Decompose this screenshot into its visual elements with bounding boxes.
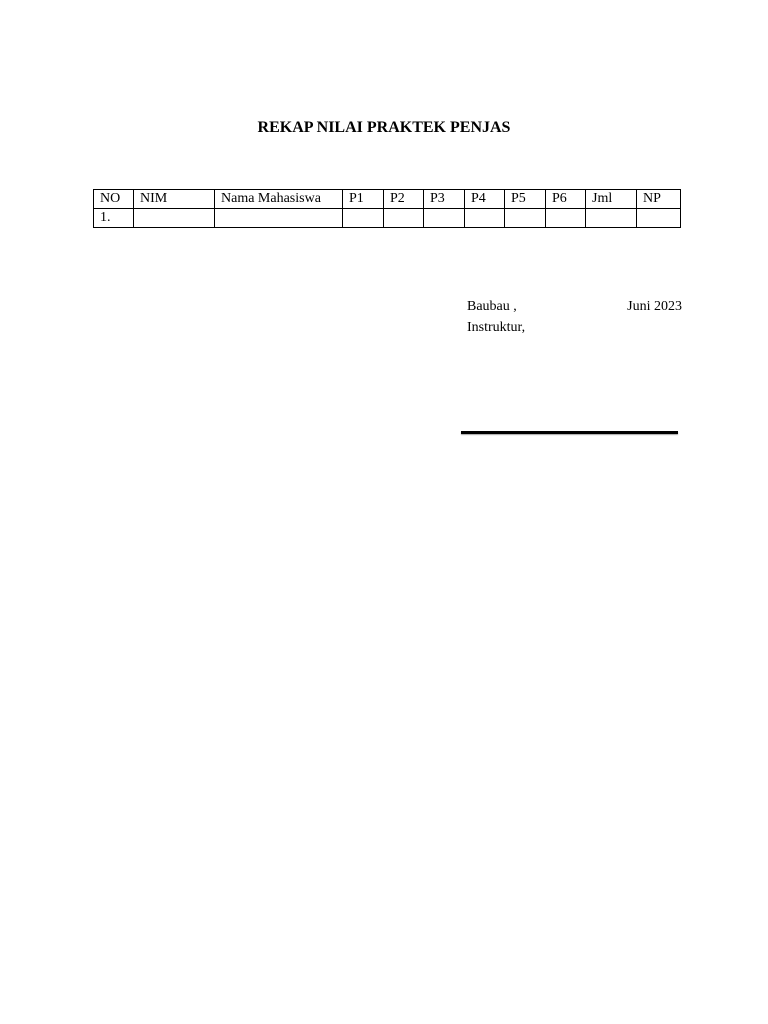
- header-nama-mahasiswa: Nama Mahasiswa: [215, 190, 343, 209]
- cell-nim: [134, 209, 215, 228]
- cell-no: 1.: [94, 209, 134, 228]
- table-row: [94, 209, 681, 228]
- signature-date: Juni 2023: [627, 299, 682, 314]
- cell-jml: [586, 209, 637, 228]
- cell-p6: [546, 209, 586, 228]
- header-nim: NIM: [134, 190, 215, 209]
- cell-p5: [505, 209, 546, 228]
- header-p5: P5: [505, 190, 546, 209]
- header-p4: P4: [465, 190, 505, 209]
- signature-block: [467, 296, 682, 338]
- grades-table: [93, 189, 681, 228]
- cell-p4: [465, 209, 505, 228]
- signature-line: [461, 431, 678, 434]
- header-jml: Jml: [586, 190, 637, 209]
- header-p6: P6: [546, 190, 586, 209]
- cell-p2: [384, 209, 424, 228]
- cell-p1: [343, 209, 384, 228]
- cell-np: [637, 209, 681, 228]
- page-title: REKAP NILAI PRAKTEK PENJAS: [257, 119, 511, 136]
- header-np: NP: [637, 190, 681, 209]
- header-p3: P3: [424, 190, 465, 209]
- signature-role: Instruktur,: [467, 320, 526, 335]
- header-no: NO: [94, 190, 134, 209]
- header-p2: P2: [384, 190, 424, 209]
- signature-place: Baubau ,: [467, 299, 517, 314]
- cell-nama-mahasiswa: [215, 209, 343, 228]
- table-header-row: [94, 190, 681, 209]
- header-p1: P1: [343, 190, 384, 209]
- signature-place-date: [467, 296, 682, 317]
- cell-p3: [424, 209, 465, 228]
